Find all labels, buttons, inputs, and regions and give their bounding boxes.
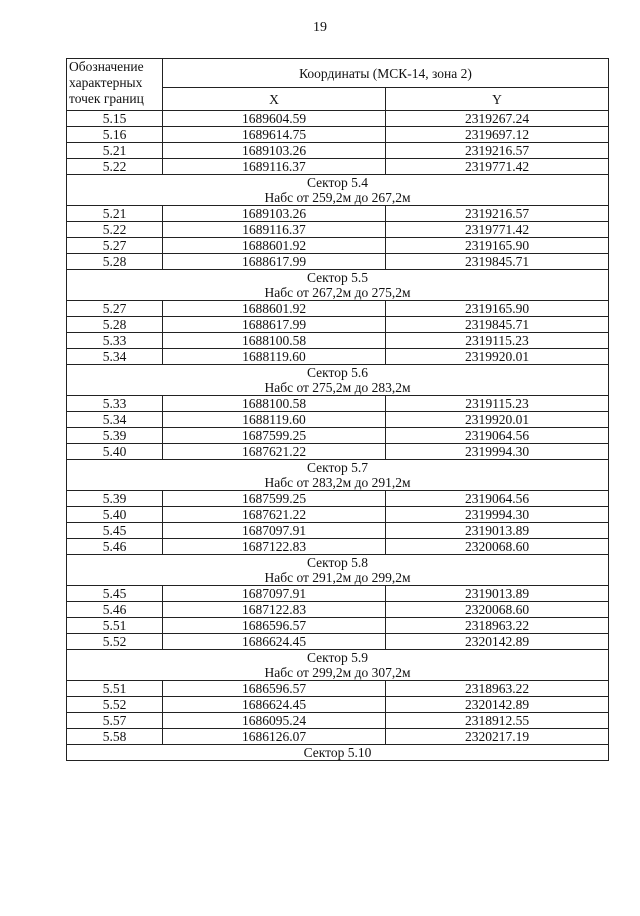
x-cell: 1688617.99 bbox=[163, 317, 386, 333]
point-cell: 5.34 bbox=[67, 349, 163, 365]
table-row bbox=[67, 729, 609, 745]
section-title: Сектор 5.7 bbox=[306, 460, 368, 475]
section-row bbox=[67, 745, 609, 761]
point-cell: 5.52 bbox=[67, 634, 163, 650]
x-cell: 1686095.24 bbox=[163, 713, 386, 729]
x-cell: 1688617.99 bbox=[163, 254, 386, 270]
table-row bbox=[67, 333, 609, 349]
table-row bbox=[67, 412, 609, 428]
section-row bbox=[67, 270, 609, 301]
section-cell bbox=[67, 460, 609, 491]
table-row bbox=[67, 127, 609, 143]
section-title: Сектор 5.5 bbox=[306, 270, 368, 285]
y-cell: 2318963.22 bbox=[386, 618, 609, 634]
x-cell: 1689116.37 bbox=[163, 222, 386, 238]
point-cell: 5.45 bbox=[67, 523, 163, 539]
x-cell: 1687621.22 bbox=[163, 507, 386, 523]
x-cell: 1689614.75 bbox=[163, 127, 386, 143]
y-cell: 2320217.19 bbox=[386, 729, 609, 745]
table-row bbox=[67, 681, 609, 697]
y-cell: 2319267.24 bbox=[386, 111, 609, 127]
table-row bbox=[67, 349, 609, 365]
point-cell: 5.15 bbox=[67, 111, 163, 127]
section-subtitle: Набс от 275,2м до 283,2м bbox=[264, 380, 411, 395]
table-row bbox=[67, 634, 609, 650]
point-cell: 5.21 bbox=[67, 143, 163, 159]
y-cell: 2319064.56 bbox=[386, 428, 609, 444]
section-subtitle: Набс от 291,2м до 299,2м bbox=[264, 570, 411, 585]
header-x: X bbox=[163, 88, 386, 111]
y-cell: 2318912.55 bbox=[386, 713, 609, 729]
point-cell: 5.34 bbox=[67, 412, 163, 428]
point-cell: 5.27 bbox=[67, 238, 163, 254]
point-cell: 5.28 bbox=[67, 254, 163, 270]
y-cell: 2319994.30 bbox=[386, 507, 609, 523]
section-title: Сектор 5.6 bbox=[306, 365, 368, 380]
x-cell: 1688119.60 bbox=[163, 349, 386, 365]
table-row bbox=[67, 159, 609, 175]
point-cell: 5.46 bbox=[67, 539, 163, 555]
table-row bbox=[67, 238, 609, 254]
section-cell bbox=[67, 745, 609, 761]
table-row bbox=[67, 444, 609, 460]
point-cell: 5.46 bbox=[67, 602, 163, 618]
x-cell: 1688100.58 bbox=[163, 396, 386, 412]
section-title: Сектор 5.8 bbox=[306, 555, 368, 570]
point-cell: 5.52 bbox=[67, 697, 163, 713]
x-cell: 1688100.58 bbox=[163, 333, 386, 349]
section-row bbox=[67, 460, 609, 491]
x-cell: 1686624.45 bbox=[163, 634, 386, 650]
x-cell: 1689604.59 bbox=[163, 111, 386, 127]
x-cell: 1687621.22 bbox=[163, 444, 386, 460]
table-row bbox=[67, 396, 609, 412]
x-cell: 1688601.92 bbox=[163, 301, 386, 317]
x-cell: 1688601.92 bbox=[163, 238, 386, 254]
section-row bbox=[67, 365, 609, 396]
section-subtitle: Набс от 283,2м до 291,2м bbox=[264, 475, 411, 490]
y-cell: 2319115.23 bbox=[386, 333, 609, 349]
y-cell: 2320142.89 bbox=[386, 634, 609, 650]
point-cell: 5.58 bbox=[67, 729, 163, 745]
table-row bbox=[67, 539, 609, 555]
table-row bbox=[67, 523, 609, 539]
table-row bbox=[67, 111, 609, 127]
table-row bbox=[67, 317, 609, 333]
table-row bbox=[67, 618, 609, 634]
table-row bbox=[67, 491, 609, 507]
x-cell: 1687097.91 bbox=[163, 586, 386, 602]
point-cell: 5.40 bbox=[67, 507, 163, 523]
y-cell: 2318963.22 bbox=[386, 681, 609, 697]
y-cell: 2319920.01 bbox=[386, 349, 609, 365]
point-cell: 5.40 bbox=[67, 444, 163, 460]
table-row bbox=[67, 602, 609, 618]
y-cell: 2319064.56 bbox=[386, 491, 609, 507]
section-subtitle: Набс от 299,2м до 307,2м bbox=[264, 665, 411, 680]
section-title: Сектор 5.9 bbox=[306, 650, 368, 665]
y-cell: 2319994.30 bbox=[386, 444, 609, 460]
point-cell: 5.51 bbox=[67, 618, 163, 634]
point-cell: 5.33 bbox=[67, 333, 163, 349]
y-cell: 2319216.57 bbox=[386, 206, 609, 222]
header-y: Y bbox=[386, 88, 609, 111]
x-cell: 1687122.83 bbox=[163, 602, 386, 618]
section-subtitle: Набс от 259,2м до 267,2м bbox=[264, 190, 411, 205]
table-row bbox=[67, 143, 609, 159]
section-row bbox=[67, 650, 609, 681]
x-cell: 1686126.07 bbox=[163, 729, 386, 745]
y-cell: 2319165.90 bbox=[386, 301, 609, 317]
table-row bbox=[67, 254, 609, 270]
section-row bbox=[67, 555, 609, 586]
section-cell bbox=[67, 365, 609, 396]
table-row bbox=[67, 222, 609, 238]
table-body bbox=[67, 111, 609, 761]
point-cell: 5.27 bbox=[67, 301, 163, 317]
point-cell: 5.39 bbox=[67, 428, 163, 444]
point-cell: 5.51 bbox=[67, 681, 163, 697]
table-row bbox=[67, 713, 609, 729]
point-cell: 5.39 bbox=[67, 491, 163, 507]
x-cell: 1689103.26 bbox=[163, 206, 386, 222]
point-cell: 5.16 bbox=[67, 127, 163, 143]
y-cell: 2319845.71 bbox=[386, 317, 609, 333]
y-cell: 2319013.89 bbox=[386, 586, 609, 602]
table-row bbox=[67, 507, 609, 523]
y-cell: 2320068.60 bbox=[386, 602, 609, 618]
point-cell: 5.21 bbox=[67, 206, 163, 222]
y-cell: 2319165.90 bbox=[386, 238, 609, 254]
section-title: Сектор 5.10 bbox=[303, 745, 372, 760]
coordinates-table bbox=[66, 58, 609, 761]
x-cell: 1689116.37 bbox=[163, 159, 386, 175]
point-cell: 5.33 bbox=[67, 396, 163, 412]
table-row bbox=[67, 206, 609, 222]
y-cell: 2320142.89 bbox=[386, 697, 609, 713]
x-cell: 1687599.25 bbox=[163, 428, 386, 444]
page-number: 19 bbox=[313, 20, 327, 35]
y-cell: 2319216.57 bbox=[386, 143, 609, 159]
header-designation: Обозначение характерных точек границ bbox=[67, 59, 163, 111]
y-cell: 2319697.12 bbox=[386, 127, 609, 143]
section-cell bbox=[67, 270, 609, 301]
section-title: Сектор 5.4 bbox=[306, 175, 368, 190]
y-cell: 2319920.01 bbox=[386, 412, 609, 428]
section-subtitle: Набс от 267,2м до 275,2м bbox=[264, 285, 411, 300]
x-cell: 1689103.26 bbox=[163, 143, 386, 159]
point-cell: 5.22 bbox=[67, 222, 163, 238]
y-cell: 2319115.23 bbox=[386, 396, 609, 412]
point-cell: 5.28 bbox=[67, 317, 163, 333]
table-row bbox=[67, 697, 609, 713]
table-row bbox=[67, 428, 609, 444]
point-cell: 5.57 bbox=[67, 713, 163, 729]
y-cell: 2319845.71 bbox=[386, 254, 609, 270]
section-cell bbox=[67, 650, 609, 681]
x-cell: 1687097.91 bbox=[163, 523, 386, 539]
table-row bbox=[67, 586, 609, 602]
x-cell: 1688119.60 bbox=[163, 412, 386, 428]
x-cell: 1687599.25 bbox=[163, 491, 386, 507]
x-cell: 1687122.83 bbox=[163, 539, 386, 555]
point-cell: 5.45 bbox=[67, 586, 163, 602]
x-cell: 1686596.57 bbox=[163, 681, 386, 697]
section-row bbox=[67, 175, 609, 206]
x-cell: 1686624.45 bbox=[163, 697, 386, 713]
section-cell bbox=[67, 175, 609, 206]
y-cell: 2320068.60 bbox=[386, 539, 609, 555]
y-cell: 2319771.42 bbox=[386, 159, 609, 175]
section-cell bbox=[67, 555, 609, 586]
table-header bbox=[67, 59, 609, 111]
y-cell: 2319013.89 bbox=[386, 523, 609, 539]
header-coordinates: Координаты (МСК-14, зона 2) bbox=[163, 59, 609, 88]
table-row bbox=[67, 301, 609, 317]
y-cell: 2319771.42 bbox=[386, 222, 609, 238]
point-cell: 5.22 bbox=[67, 159, 163, 175]
x-cell: 1686596.57 bbox=[163, 618, 386, 634]
